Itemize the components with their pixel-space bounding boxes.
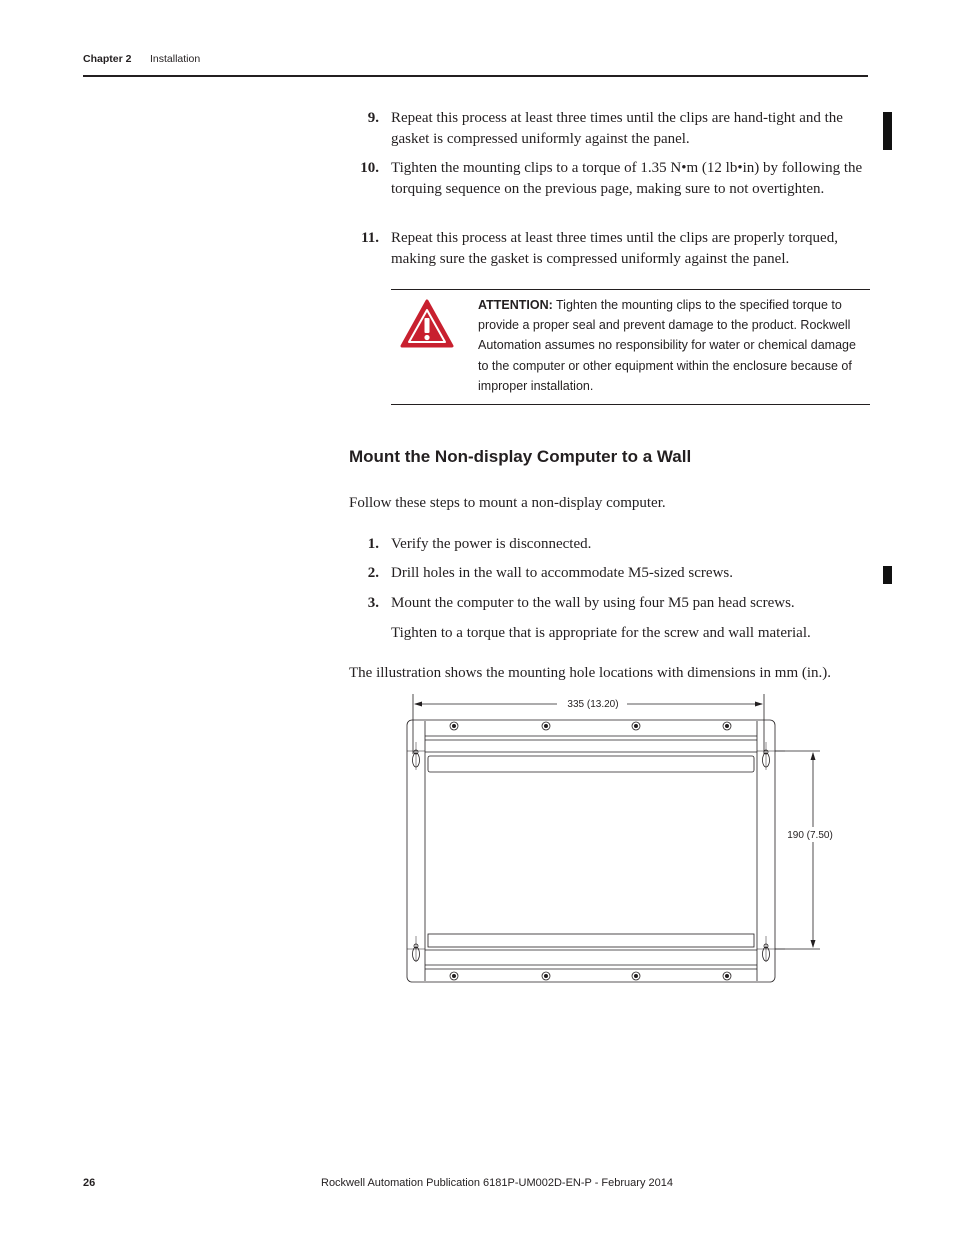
step-text: Tighten the mounting clips to a torque of 1.35 N•m (12 lb•in) by following the torquing sequence on the previous page, making sure to not overtighten. bbox=[391, 160, 863, 197]
screw-icon bbox=[450, 722, 458, 730]
warning-triangle-icon bbox=[399, 298, 455, 350]
screw-icon bbox=[632, 722, 640, 730]
step-text: Repeat this process at least three times until the clips are hand-tight and the gasket is compressed uniformly against the panel. bbox=[391, 110, 843, 147]
page-number: 26 bbox=[83, 1177, 96, 1189]
attention-label: ATTENTION: bbox=[478, 298, 553, 312]
step-text: Drill holes in the wall to accommodate M5-sized screws. bbox=[391, 565, 733, 581]
screw-icon bbox=[723, 722, 731, 730]
attention-body: Tighten the mounting clips to the specified torque to provide a proper seal and prevent damage to the product. Rockwell Automation assumes no responsibility for water or chemical damage to the computer or other equipment within the enclosure because of improper installation. bbox=[478, 298, 856, 393]
section-label: Installation bbox=[150, 53, 201, 65]
screw-icon bbox=[450, 972, 458, 980]
keyhole-icon bbox=[407, 936, 425, 962]
publication-info: Rockwell Automation Publication 6181P-UM002D-EN-P - February 2014 bbox=[321, 1177, 673, 1189]
header-rule bbox=[83, 75, 868, 77]
step-text: Mount the computer to the wall by using four M5 pan head screws. bbox=[391, 595, 795, 611]
step-text: Repeat this process at least three times until the clips are properly torqued, making sure the gasket is compressed uniformly against the panel. bbox=[391, 230, 838, 267]
step-text: Verify the power is disconnected. bbox=[391, 536, 592, 552]
screw-icon bbox=[632, 972, 640, 980]
keyhole-icon bbox=[407, 742, 425, 770]
screw-icon bbox=[542, 972, 550, 980]
arrowhead bbox=[811, 940, 816, 948]
section-heading: Mount the Non-display Computer to a Wall bbox=[349, 447, 692, 466]
step-number: 11. bbox=[361, 230, 379, 246]
arrowhead bbox=[414, 702, 422, 707]
step-note: Tighten to a torque that is appropriate for the screw and wall material. bbox=[391, 625, 811, 641]
chassis-outline bbox=[407, 720, 775, 982]
width-dimension-label: 335 (13.20) bbox=[567, 699, 619, 710]
keyhole-icon bbox=[757, 742, 785, 770]
step-number: 9. bbox=[367, 110, 379, 126]
attention-box bbox=[391, 289, 870, 405]
arrowhead bbox=[755, 702, 763, 707]
change-bar-middle bbox=[883, 566, 892, 584]
screw-icon bbox=[723, 972, 731, 980]
step-number: 1. bbox=[367, 536, 379, 552]
intro-paragraph: Follow these steps to mount a non-display computer. bbox=[349, 495, 666, 511]
change-bar-top bbox=[883, 112, 892, 150]
illustration-caption: The illustration shows the mounting hole locations with dimensions in mm (in.). bbox=[349, 665, 832, 681]
running-header bbox=[83, 53, 201, 65]
height-dimension-label: 190 (7.50) bbox=[787, 830, 833, 841]
step-number: 2. bbox=[367, 565, 379, 581]
step-number: 10. bbox=[360, 160, 379, 176]
top-vent-slot bbox=[428, 756, 754, 772]
attention-text bbox=[478, 295, 858, 396]
screw-icon bbox=[542, 722, 550, 730]
bottom-vent-slot bbox=[428, 934, 754, 947]
arrowhead bbox=[811, 752, 816, 760]
mounting-diagram bbox=[395, 690, 840, 990]
step-number: 3. bbox=[367, 595, 379, 611]
chapter-label: Chapter 2 bbox=[83, 53, 132, 65]
